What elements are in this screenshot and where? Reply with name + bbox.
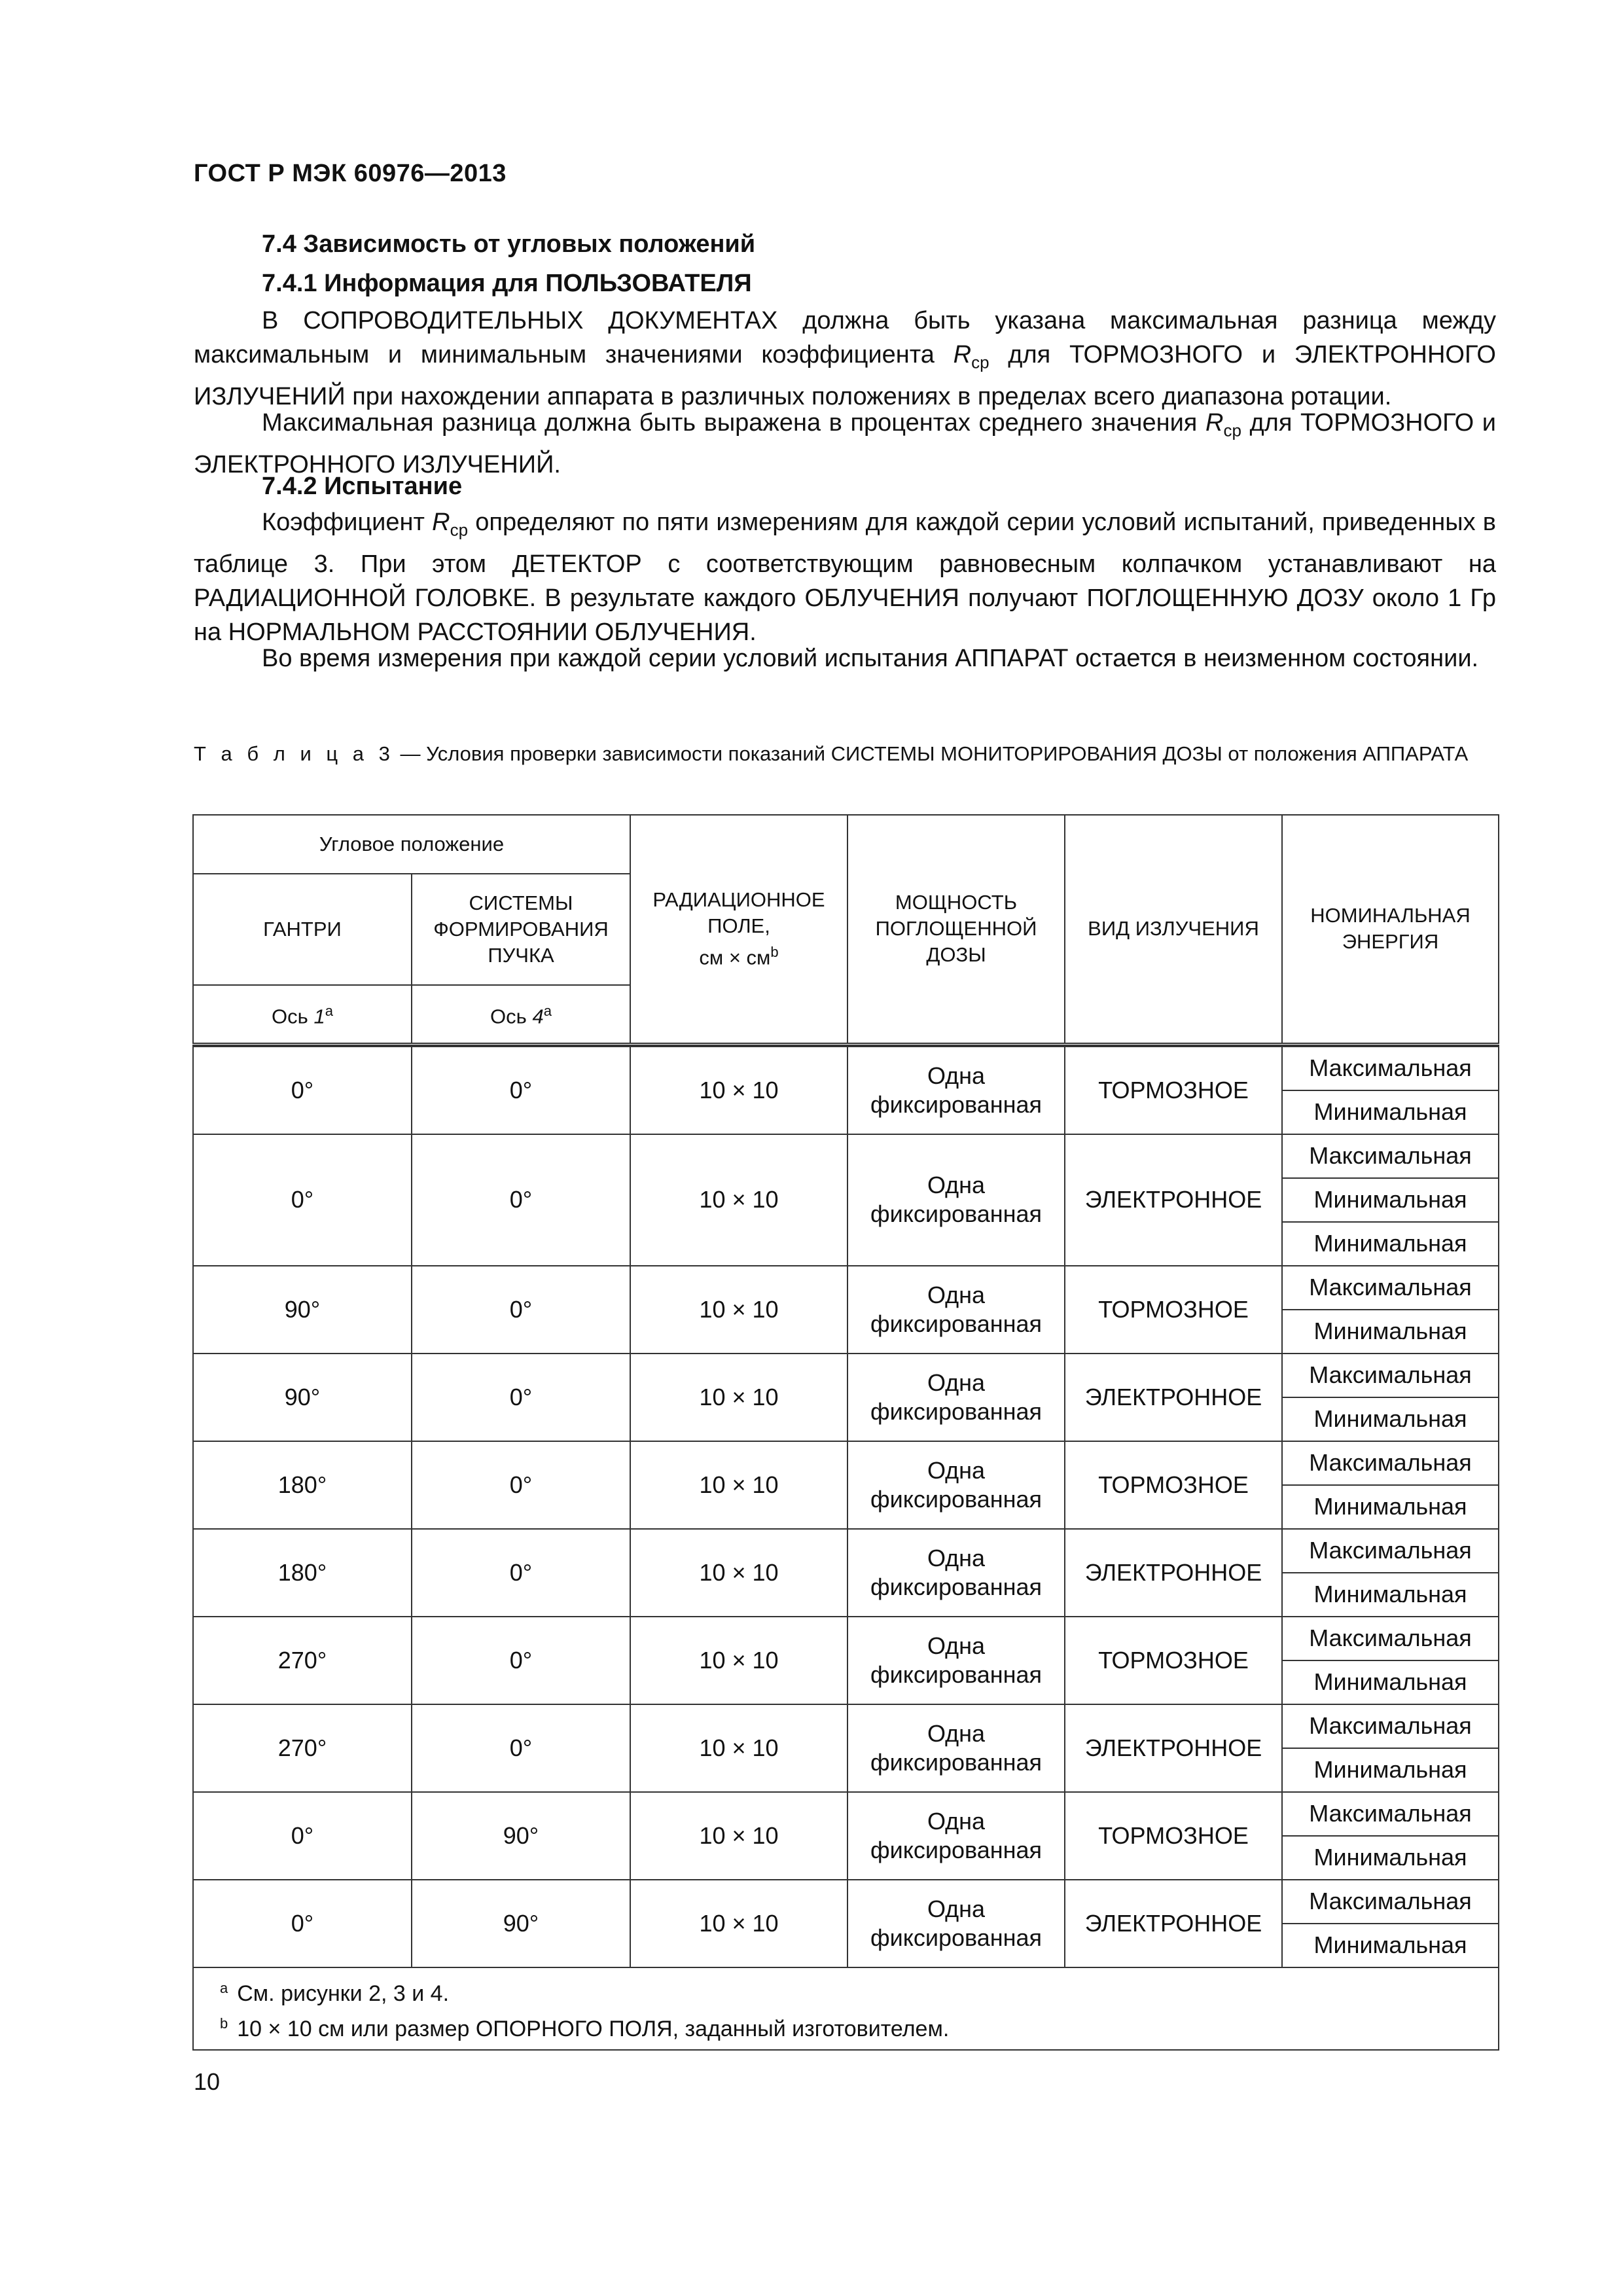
r-subscript: ср (450, 520, 469, 540)
cell-dose-rate: Одна фиксированная (847, 1704, 1065, 1792)
header-radiation-field: РАДИАЦИОННОЕ ПОЛЕ, см × $см^b$ (630, 815, 847, 1044)
document-header: ГОСТ Р МЭК 60976—2013 (194, 160, 507, 187)
cell-energy: Максимальная (1282, 1266, 1499, 1310)
header-radiation-type: ВИД ИЗЛУЧЕНИЯ (1065, 815, 1282, 1044)
cell-dose-rate: Одна фиксированная (847, 1529, 1065, 1617)
cell-beam: 0° (412, 1134, 630, 1266)
cell-energy: Минимальная (1282, 1485, 1499, 1529)
cell-dose-rate: Одна фиксированная (847, 1880, 1065, 1967)
table-row (193, 1266, 1499, 1310)
cell-gantry: 90° (193, 1354, 412, 1441)
cell-radiation-type: ЭЛЕКТРОННОЕ (1065, 1704, 1282, 1792)
cell-energy: Минимальная (1282, 1178, 1499, 1222)
cell-field: 10 × 10 (630, 1441, 847, 1529)
cell-gantry: 0° (193, 1880, 412, 1967)
paragraph-max-difference: Максимальная разница должна быть выражена в процентах среднего значения $R_{ср}$ для ТОРМОЗНОГО и ЭЛЕКТРОННОГО ИЗЛУЧЕНИЙ. (194, 409, 1496, 478)
cell-radiation-type: ЭЛЕКТРОННОЕ (1065, 1880, 1282, 1967)
cell-radiation-type: ЭЛЕКТРОННОЕ (1065, 1354, 1282, 1441)
paragraph-user-info: В СОПРОВОДИТЕЛЬНЫХ ДОКУМЕНТАХ должна быть указана максимальная разница между максимальным и минимальным значениями коэффициента $R_{ср}$ для ТОРМОЗНОГО и ЭЛЕКТРОННОГО ИЗЛУЧЕНИЙ при нахождении аппарата в различных положениях в пределах всего диапазона ротации. (194, 307, 1496, 410)
cell-beam: 0° (412, 1047, 630, 1134)
cell-beam: 90° (412, 1880, 630, 1967)
table-row (193, 1047, 1499, 1090)
cell-radiation-type: ТОРМОЗНОЕ (1065, 1792, 1282, 1880)
footnote-mark: a (220, 1979, 228, 1996)
cell-field: 10 × 10 (630, 1047, 847, 1134)
cell-field: 10 × 10 (630, 1617, 847, 1704)
cell-energy: Минимальная (1282, 1090, 1499, 1134)
cell-energy: Минимальная (1282, 1924, 1499, 1967)
cell-field: 10 × 10 (630, 1266, 847, 1354)
cell-field: 10 × 10 (630, 1704, 847, 1792)
footnote (220, 1973, 1472, 2009)
footnote-text: См. рисунки 2, 3 и 4. (237, 1981, 450, 2006)
cell-beam: 0° (412, 1441, 630, 1529)
cell-gantry: 270° (193, 1704, 412, 1792)
r-symbol: R (432, 509, 450, 536)
r-subscript: ср (1223, 420, 1241, 440)
cell-energy: Максимальная (1282, 1792, 1499, 1836)
cell-energy: Минимальная (1282, 1573, 1499, 1617)
cell-radiation-type: ТОРМОЗНОЕ (1065, 1441, 1282, 1529)
cell-energy: Минимальная (1282, 1836, 1499, 1880)
cell-beam: 0° (412, 1617, 630, 1704)
paragraph-test-procedure: Коэффициент $R_{ср}$ определяют по пяти измерениям для каждой серии условий испытаний, приведенных в таблице 3. При этом ДЕТЕКТОР с соответствующим равновесным колпачком устанавливают на РАДИАЦИОННОЙ ГОЛОВКЕ. В результате каждого ОБЛУЧЕНИЯ получают ПОГЛОЩЕННУЮ ДОЗУ около 1 Гр на НОРМАЛЬНОМ РАССТОЯНИИ ОБЛУЧЕНИЯ. (194, 509, 1496, 646)
table-row (193, 1134, 1499, 1178)
header-gantry: ГАНТРИ (193, 874, 412, 985)
cell-beam: 0° (412, 1354, 630, 1441)
cell-energy: Максимальная (1282, 1441, 1499, 1485)
cell-gantry: 0° (193, 1792, 412, 1880)
cell-field: 10 × 10 (630, 1529, 847, 1617)
cell-energy: Минимальная (1282, 1222, 1499, 1266)
table-row (193, 1792, 1499, 1836)
header-angular-position: Угловое положение (193, 815, 630, 874)
header-nominal-energy: НОМИНАЛЬНАЯ ЭНЕРГИЯ (1282, 815, 1499, 1044)
header-axis-4: Ось 4$^a$ (412, 985, 630, 1044)
header-axis-1: Ось 1$^a$ (193, 985, 412, 1044)
table-row (193, 1529, 1499, 1573)
cell-dose-rate: Одна фиксированная (847, 1047, 1065, 1134)
header-dose-rate: МОЩНОСТЬ ПОГЛОЩЕННОЙ ДОЗЫ (847, 815, 1065, 1044)
cell-energy: Максимальная (1282, 1529, 1499, 1573)
r-subscript: ср (971, 352, 990, 372)
cell-dose-rate: Одна фиксированная (847, 1354, 1065, 1441)
table-row (193, 1354, 1499, 1397)
cell-beam: 90° (412, 1792, 630, 1880)
cell-energy: Максимальная (1282, 1704, 1499, 1748)
cell-radiation-type: ЭЛЕКТРОННОЕ (1065, 1134, 1282, 1266)
cell-dose-rate: Одна фиксированная (847, 1441, 1065, 1529)
table-footnotes (193, 1967, 1499, 2051)
table-caption: Т а б л и ц а 3 — Условия проверки зависимости показаний СИСТЕМЫ МОНИТОРИРОВАНИЯ ДОЗЫ от положения АППАРАТА (194, 742, 1469, 765)
footnote (220, 2009, 1472, 2044)
cell-energy: Максимальная (1282, 1134, 1499, 1178)
footnote-mark: b (220, 2015, 228, 2032)
cell-radiation-type: ТОРМОЗНОЕ (1065, 1266, 1282, 1354)
table-row (193, 1617, 1499, 1660)
table-row (193, 1704, 1499, 1748)
cell-gantry: 0° (193, 1047, 412, 1134)
section-heading-7-4: 7.4 Зависимость от угловых положений (262, 230, 756, 258)
cell-energy: Максимальная (1282, 1617, 1499, 1660)
cell-beam: 0° (412, 1529, 630, 1617)
table-row (193, 1880, 1499, 1924)
cell-energy: Максимальная (1282, 1354, 1499, 1397)
cell-gantry: 180° (193, 1529, 412, 1617)
cell-energy: Минимальная (1282, 1748, 1499, 1792)
cell-radiation-type: ЭЛЕКТРОННОЕ (1065, 1529, 1282, 1617)
footnote-text: 10 × 10 см или размер ОПОРНОГО ПОЛЯ, заданный изготовителем. (237, 2017, 950, 2042)
cell-dose-rate: Одна фиксированная (847, 1792, 1065, 1880)
cell-field: 10 × 10 (630, 1880, 847, 1967)
header-beam-system: СИСТЕМЫ ФОРМИРОВАНИЯ ПУЧКА (412, 874, 630, 985)
cell-gantry: 180° (193, 1441, 412, 1529)
cell-energy: Максимальная (1282, 1880, 1499, 1924)
table-row (193, 1441, 1499, 1485)
cell-gantry: 0° (193, 1134, 412, 1266)
cell-radiation-type: ТОРМОЗНОЕ (1065, 1617, 1282, 1704)
cell-energy: Минимальная (1282, 1397, 1499, 1441)
cell-field: 10 × 10 (630, 1134, 847, 1266)
cell-energy: Минимальная (1282, 1310, 1499, 1354)
section-heading-7-4-2: 7.4.2 Испытание (262, 473, 463, 500)
cell-energy: Максимальная (1282, 1047, 1499, 1090)
r-symbol: R (953, 341, 972, 368)
cell-radiation-type: ТОРМОЗНОЕ (1065, 1047, 1282, 1134)
cell-dose-rate: Одна фиксированная (847, 1266, 1065, 1354)
cell-field: 10 × 10 (630, 1792, 847, 1880)
cell-beam: 0° (412, 1704, 630, 1792)
cell-gantry: 270° (193, 1617, 412, 1704)
cell-beam: 0° (412, 1266, 630, 1354)
paragraph-unchanged-state: Во время измерения при каждой серии условий испытания АППАРАТ остается в неизменном состоянии. (262, 645, 1479, 672)
cell-energy: Минимальная (1282, 1660, 1499, 1704)
section-heading-7-4-1: 7.4.1 Информация для ПОЛЬЗОВАТЕЛЯ (262, 270, 752, 297)
table-notes-row (193, 1967, 1499, 2051)
page-number: 10 (194, 2068, 221, 2095)
cell-dose-rate: Одна фиксированная (847, 1617, 1065, 1704)
cell-field: 10 × 10 (630, 1354, 847, 1441)
conditions-table (192, 814, 1499, 2051)
cell-gantry: 90° (193, 1266, 412, 1354)
cell-dose-rate: Одна фиксированная (847, 1134, 1065, 1266)
r-symbol: R (1205, 409, 1224, 437)
